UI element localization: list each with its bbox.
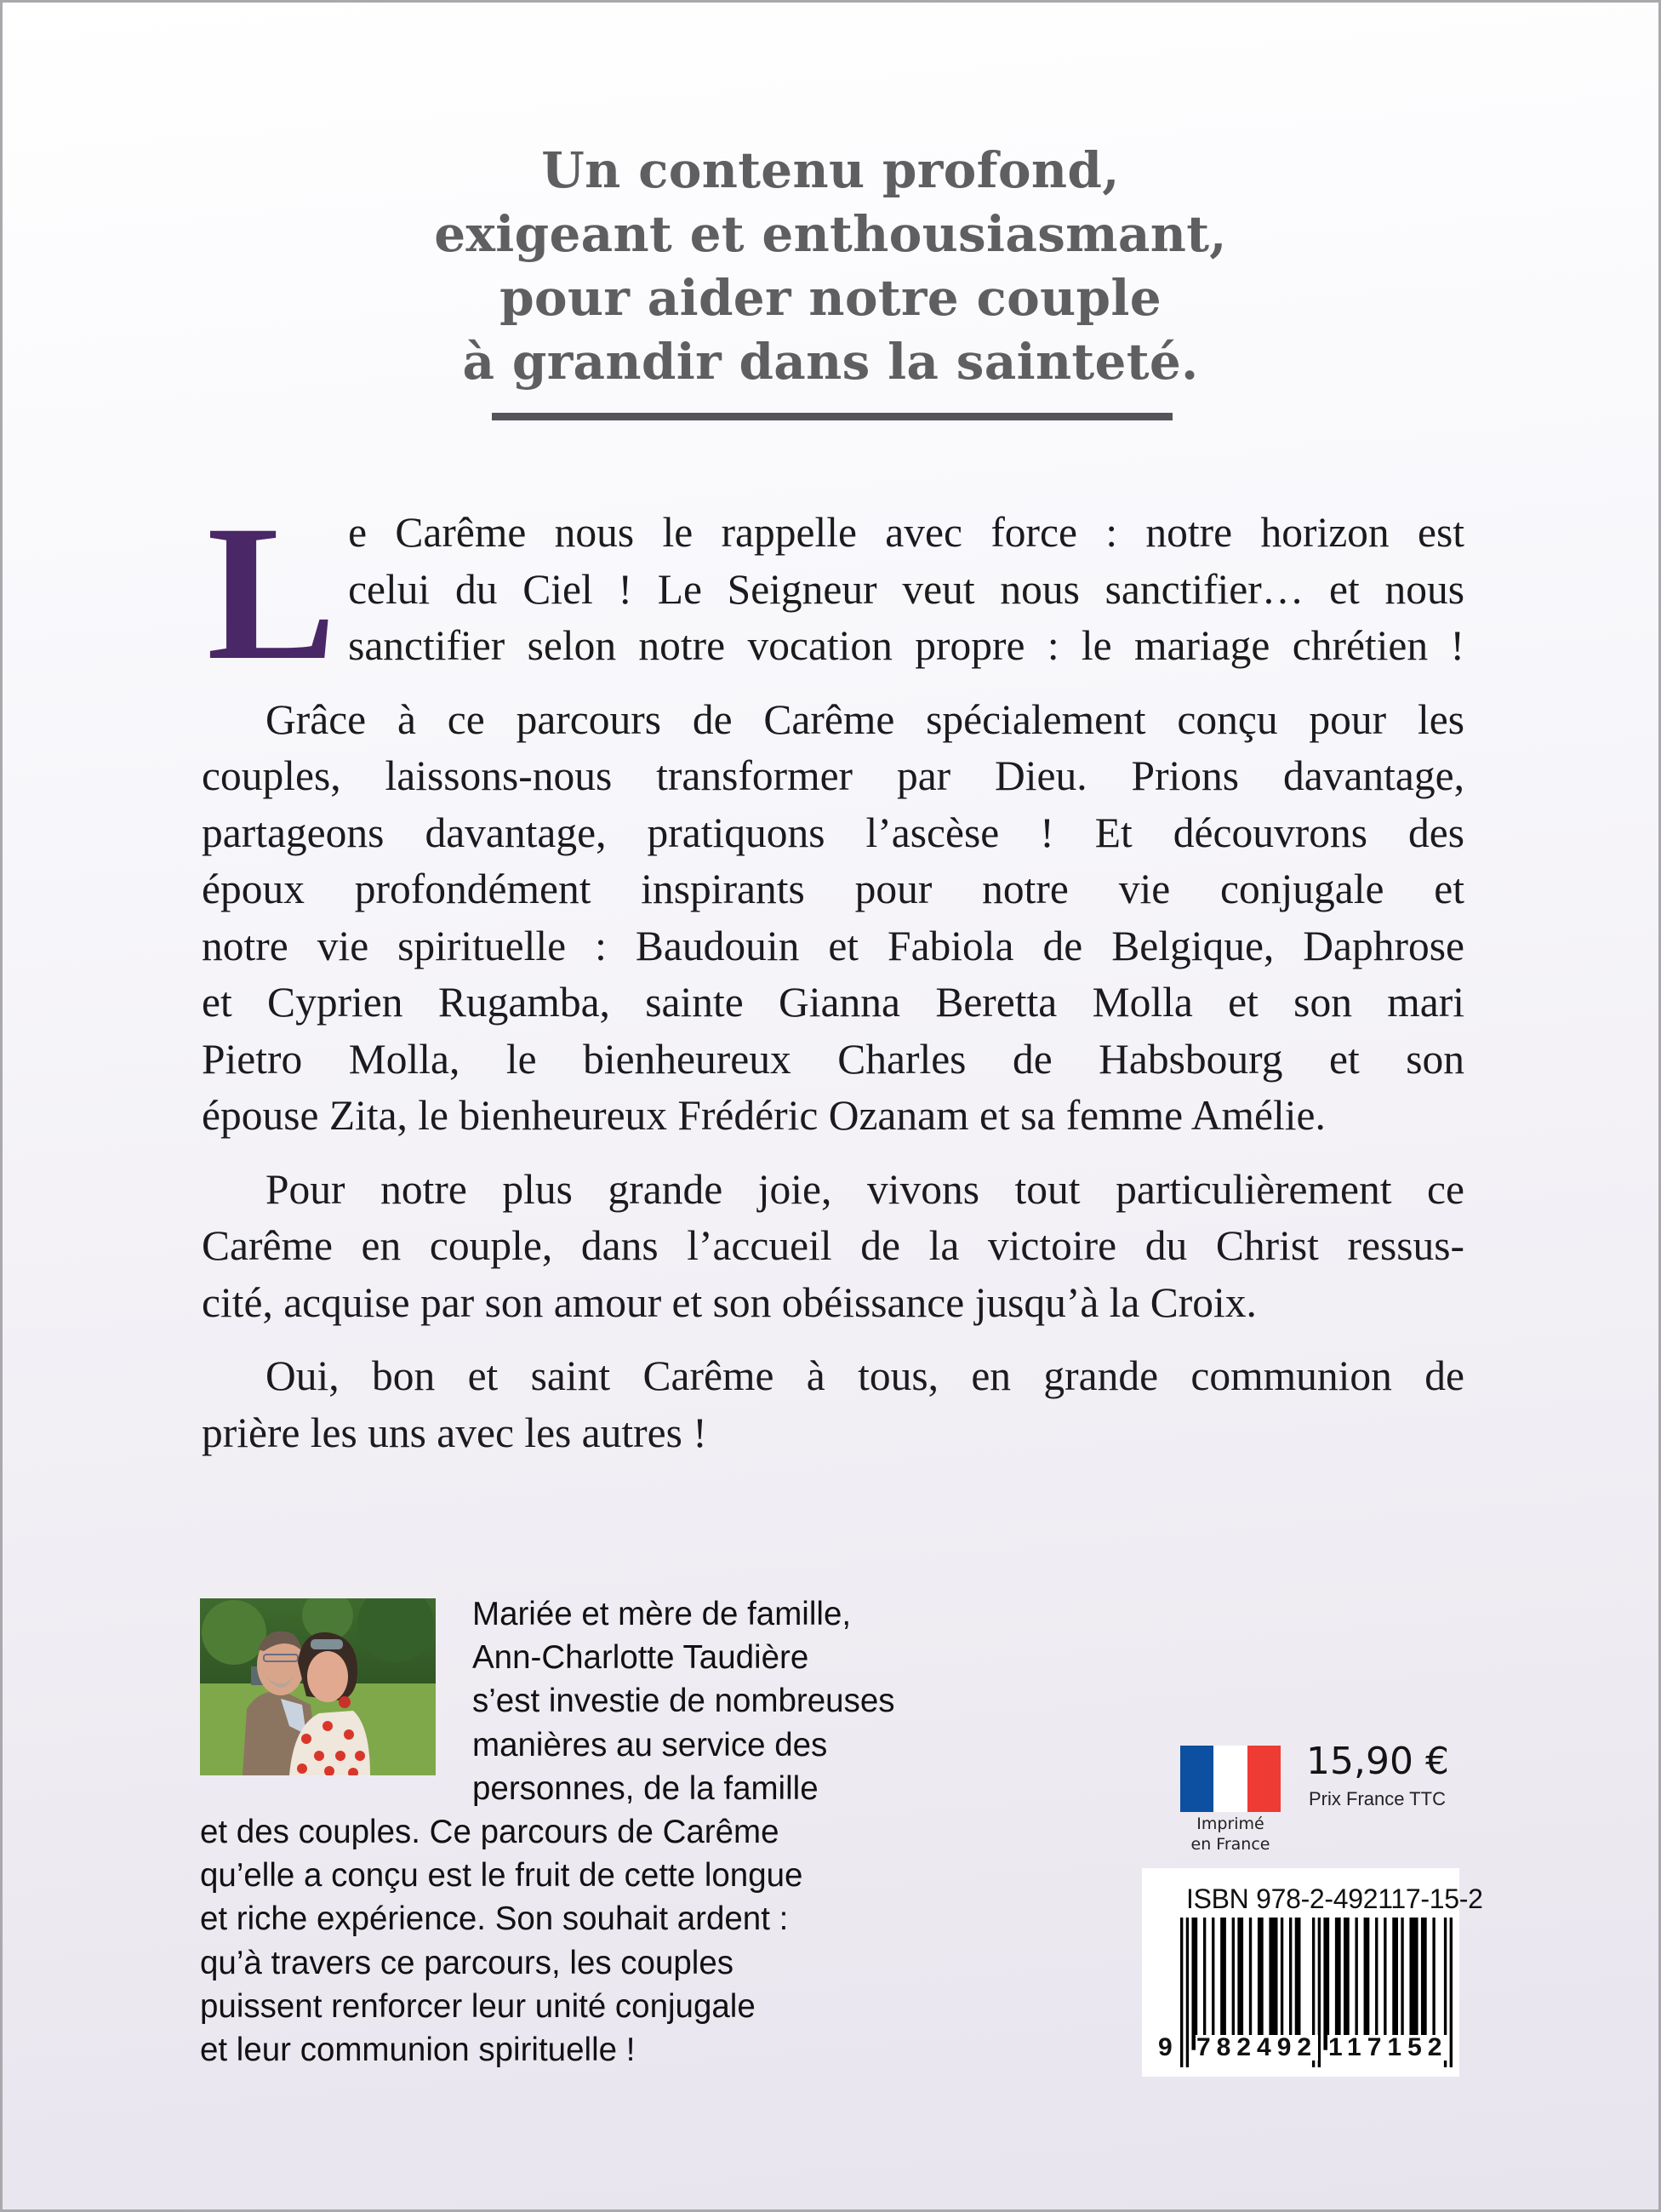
headline-line: Un contenu profond, bbox=[541, 141, 1120, 199]
paragraph-2 bbox=[202, 692, 1464, 1145]
headline-divider bbox=[492, 413, 1173, 420]
price-label: Prix France TTC bbox=[1309, 1788, 1446, 1809]
text-line: épouse Zita, le bienheureux Frédéric Ozanam et sa femme Amélie. bbox=[202, 1092, 1326, 1139]
printed-in-line: en France bbox=[1190, 1835, 1270, 1854]
ean-first-digit: 9 bbox=[1158, 2033, 1173, 2061]
bio-line: personnes, de la famille bbox=[472, 1769, 819, 1807]
isbn-label: ISBN 978-2-492117-15-2 bbox=[1186, 1883, 1483, 1914]
text-line: Pietro Molla, le bienheureux Charles de Habsbourg et son bbox=[202, 1035, 1464, 1083]
text-line: partageons davantage, pratiquons l’ascèse ! Et découvrons des bbox=[202, 809, 1464, 856]
text-line: e Carême nous le rappelle avec force : notre horizon est bbox=[348, 509, 1464, 556]
bio-line: et des couples. Ce parcours de Carême bbox=[200, 1814, 779, 1851]
flag-stripe-red bbox=[1247, 1746, 1281, 1812]
text-line: cité, acquise par son amour et son obéissance jusqu’à la Croix. bbox=[202, 1278, 1257, 1326]
text-line: couples, laissons-nous transformer par Dieu. Prions davantage, bbox=[202, 752, 1464, 799]
text-line: prière les uns avec les autres ! bbox=[202, 1409, 707, 1456]
text-line: sanctifier selon notre vocation propre : le mariage chrétien ! bbox=[348, 622, 1464, 669]
bio-line: et leur communion spirituelle ! bbox=[200, 2032, 636, 2069]
ean-digits bbox=[1142, 1868, 1459, 2077]
bio-line: Ann-Charlotte Taudière bbox=[472, 1639, 809, 1677]
blurb-text bbox=[202, 486, 1464, 1478]
paragraph-3 bbox=[202, 1162, 1464, 1332]
text-line: notre vie spirituelle : Baudouin et Fabiola de Belgique, Daphrose bbox=[202, 922, 1464, 969]
paragraph-4 bbox=[202, 1348, 1464, 1461]
printed-in-line: Imprimé bbox=[1196, 1815, 1264, 1833]
text-line: Oui, bon et saint Carême à tous, en grande communion de bbox=[265, 1352, 1464, 1399]
bio-line: manières au service des bbox=[472, 1726, 828, 1763]
headline-line: exigeant et enthousiasmant, bbox=[434, 205, 1227, 263]
text-line: époux profondément inspirants pour notre vie conjugale et bbox=[202, 866, 1464, 912]
headline bbox=[3, 139, 1658, 394]
author-bio bbox=[200, 1592, 966, 2072]
text-line: et Cyprien Rugamba, sainte Gianna Beretta Molla et son mari bbox=[202, 979, 1464, 1026]
text-line: Pour notre plus grande joie, vivons tout particulièrement ce bbox=[265, 1165, 1464, 1213]
drop-cap: L bbox=[207, 486, 337, 700]
headline-line: à grandir dans la sainteté. bbox=[462, 333, 1199, 391]
french-flag-icon bbox=[1180, 1746, 1281, 1812]
bio-line: et riche expérience. Son souhait ardent : bbox=[200, 1900, 789, 1938]
bio-line: Mariée et mère de famille, bbox=[472, 1596, 852, 1632]
flag-stripe-blue bbox=[1180, 1746, 1213, 1812]
flag-stripe-white bbox=[1213, 1746, 1247, 1812]
printed-in-france bbox=[1168, 1814, 1293, 1855]
bio-line: s’est investie de nombreuses bbox=[472, 1683, 895, 1720]
headline-line: pour aider notre couple bbox=[499, 269, 1162, 327]
bio-line: puissent renforcer leur unité conjugale bbox=[200, 1987, 756, 2025]
text-line: Carême en couple, dans l’accueil de la victoire du Christ ressus- bbox=[202, 1222, 1464, 1269]
price-amount: 15,90 € bbox=[1306, 1740, 1449, 1783]
isbn-barcode bbox=[1142, 1868, 1483, 2077]
bio-line: qu’elle a conçu est le fruit de cette longue bbox=[200, 1857, 803, 1895]
ean-left-group: 782492 bbox=[1196, 2033, 1318, 2061]
text-line: Grâce à ce parcours de Carême spécialement conçu pour les bbox=[265, 695, 1464, 743]
paragraph-1 bbox=[202, 486, 1464, 700]
text-line: celui du Ciel ! Le Seigneur veut nous sanctifier… et nous bbox=[348, 565, 1464, 613]
ean-right-group: 117152 bbox=[1328, 2033, 1448, 2061]
bio-line: qu’à travers ce parcours, les couples bbox=[200, 1944, 733, 1981]
